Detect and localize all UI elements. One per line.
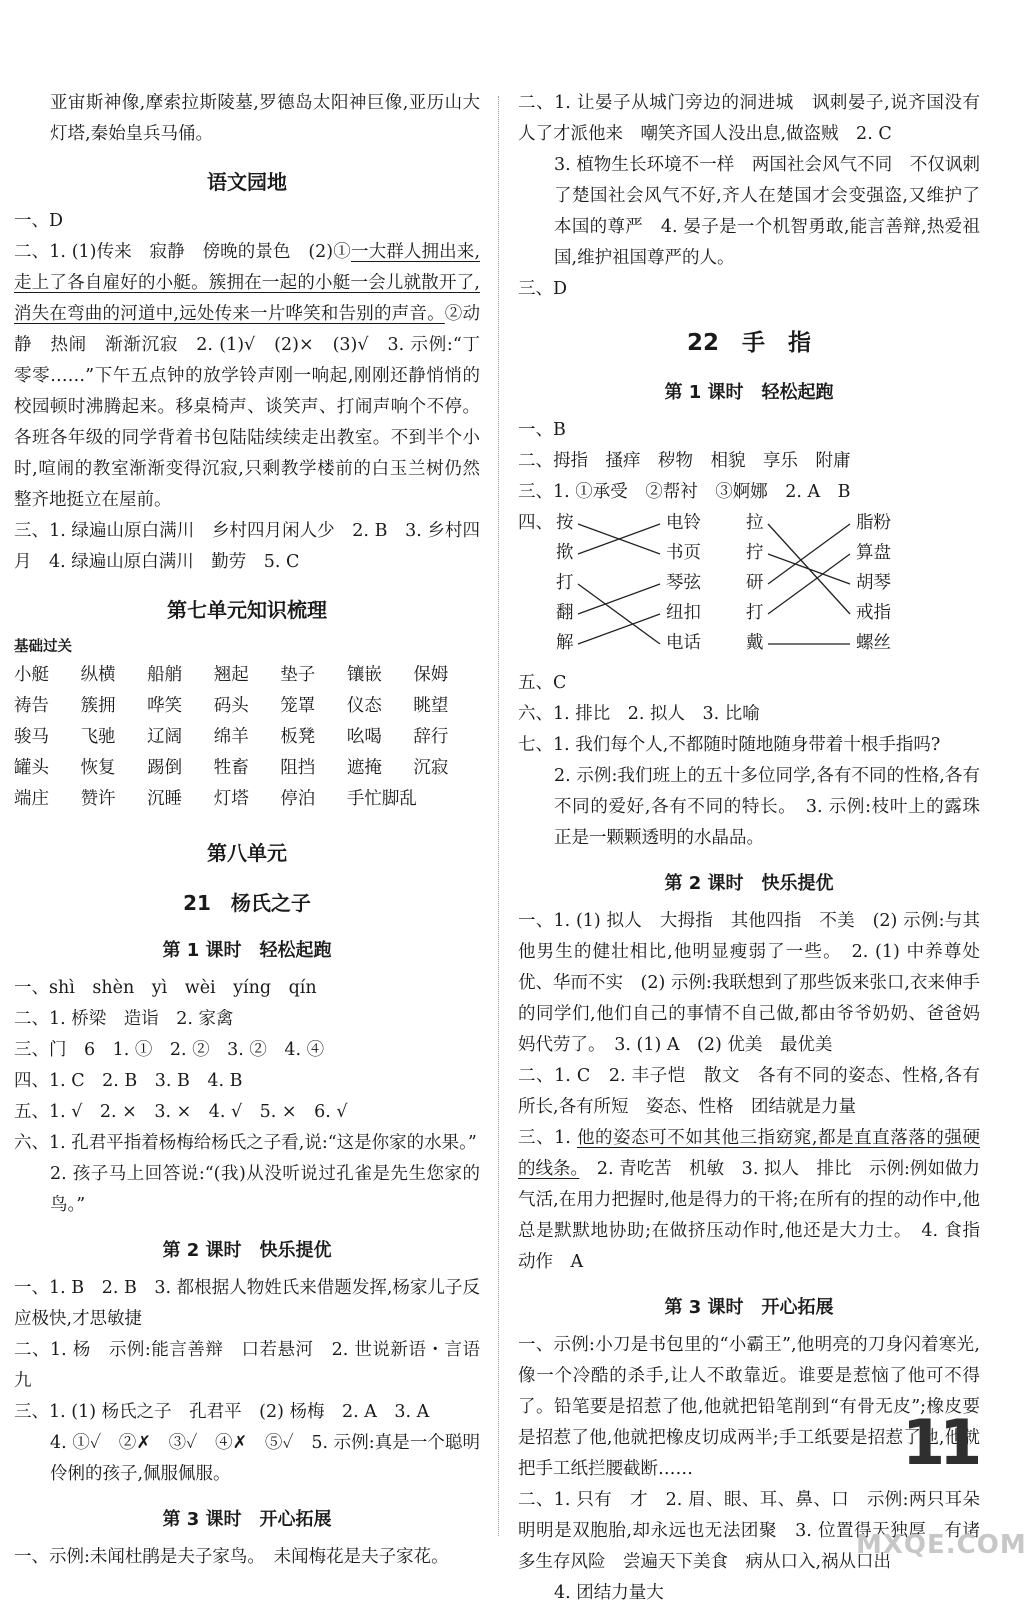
vocab-word: 端庄: [14, 789, 49, 809]
vocab-word: 绵羊: [213, 727, 249, 747]
right-column: [518, 88, 998, 1609]
match-word-right: 纽扣: [666, 603, 701, 623]
vocab-word: 辽阔: [147, 727, 183, 747]
unit-title: 第八单元: [207, 841, 287, 865]
answer-22-k1-7b: 2. 示例:我们班上的五十多位同学,各有不同的性格,各有不同的爱好,各有不同的特长。 3. 示例:枝叶上的露珠正是一颗颗透明的水晶品。: [554, 766, 980, 848]
vocab-word: 阻挡: [280, 758, 316, 778]
vocab-word: 牲畜: [213, 758, 249, 778]
match-word-right: 电铃: [666, 513, 701, 533]
match-word-left: 拧: [746, 543, 764, 563]
answer-21-k1-6: 六、1. 孔君平指着杨梅给杨氏之子看,说:“这是你家的水果。”: [14, 1133, 477, 1153]
match-word-left: 戴: [746, 633, 764, 653]
answer-22-k2-2: 二、1. C 2. 丰子恺 散文 各有不同的姿态、性格,各有所长,各有所短 姿态、性格 团结就是力量: [518, 1066, 980, 1117]
answer-21-k2-3: 三、1. (1) 杨氏之子 孔君平 (2) 杨梅 2. A 3. A: [14, 1402, 430, 1422]
match-word-left: 研: [746, 573, 764, 593]
answer-yuwen-3: 三、1. 绿遍山原白满川 乡村四月闲人少 2. B 3. 乡村四月 4. 绿遍山原白满川 勤劳 5. C: [14, 521, 480, 572]
vocab-word: 哗笑: [147, 696, 183, 716]
k3-title-21: 第 3 课时 开心拓展: [162, 1509, 332, 1530]
answer-22-k2-1: 一、1. (1) 拟人 大拇指 其他四指 不美 (2) 示例:与其他男生的健壮相比,他明显瘦弱了一些。 2. (1) 中养尊处优、华而不实 (2) 示例:我联想到了那些饭来张口,衣来伸手的同学们,他们自己的事情不自己做,都由爷爷奶奶、爸爸妈妈代劳了。 3. (1) A (2) 优美 最优美: [518, 911, 980, 1055]
vocab-word: 板凳: [280, 727, 316, 747]
matching-exercise: [518, 508, 980, 668]
matching-label: 四、: [518, 513, 553, 533]
lesson-title-22: 22 手 指: [686, 330, 811, 356]
vocab-word: 码头: [213, 696, 249, 716]
answer-yuwen-2: [14, 237, 498, 516]
answer-22-k1-2: 二、拇指 搔痒 秽物 相貌 享乐 附庸: [518, 451, 851, 471]
match-line: [768, 524, 850, 584]
vocab-grid: [14, 660, 480, 815]
vocab-word: 赞许: [80, 789, 116, 809]
vocab-word: 手忙脚乱: [346, 789, 417, 809]
answer-21-k1-1: 一、shì shèn yì wèi yíng qín: [14, 978, 317, 998]
vocab-word: 灯塔: [213, 789, 249, 809]
match-word-left: 翻: [556, 603, 574, 623]
k2-title-21: 第 2 课时 快乐提优: [162, 1240, 332, 1261]
match-word-left: 打: [556, 573, 574, 593]
answer-22-k1-6: 六、1. 排比 2. 拟人 3. 比喻: [518, 704, 760, 724]
k1-title-22: 第 1 课时 轻松起跑: [664, 382, 834, 403]
answer-21-k1-5: 五、1. √ 2. × 3. × 4. √ 5. × 6. √: [14, 1102, 348, 1122]
answer-21-k1-2: 二、1. 桥梁 造诣 2. 家禽: [14, 1009, 234, 1029]
section-title-review: 第七单元知识梳理: [167, 598, 327, 622]
answer-yuwen-2-underlined: 一大群人拥出来,走上了各自雇好的小艇。簇拥在一起的小艇一会儿就散开了,消失在弯曲的河道中,远处传来一片哗笑和告别的声音。: [14, 242, 481, 324]
vocab-word: 祷告: [14, 696, 49, 716]
vocab-word: 踢倒: [147, 758, 183, 778]
section-title-yuwen: 语文园地: [207, 170, 287, 194]
answer-22-k1-1: 一、B: [518, 420, 566, 440]
match-word-left: 揿: [556, 543, 574, 563]
match-word-left: 拉: [746, 513, 764, 533]
vocab-word: 飞驰: [80, 727, 116, 747]
answer-22-k2-3-underlined: 他的姿态可不如其他三指窈窕,都是直直落落的强硬的线条。: [518, 1128, 981, 1179]
answer-yuwen-2-post: ②动 静 热闹 渐渐沉寂 2. (1)√ (2)× (3)√ 3. 示例:“丁零零……”下午五点钟的放学铃声刚一响起,刚刚还静悄悄的校园顿时沸腾起来。移桌椅声、谈笑声、打闹声响个不停。各班各年级的同学背着书包陆陆续续走出教室。不到半个小时,喧闹的教室渐渐变得沉寂,只剩教学楼前的白玉兰树仍然整齐地挺立在屋前。: [14, 304, 498, 510]
match-word-right: 电话: [666, 633, 701, 653]
vocab-word: 垫子: [280, 665, 316, 685]
answer-21-k1-6b: 2. 孩子马上回答说:“(我)从没听说过孔雀是先生您家的鸟。”: [50, 1164, 480, 1215]
match-line: [768, 554, 850, 614]
answer-yuwen-1: 一、D: [14, 211, 64, 231]
answer-21-k3-1: 一、示例:未闻杜鹃是夫子家鸟。 未闻梅花是夫子家花。: [14, 1547, 449, 1567]
answer-yuwen-2-pre: 二、1. (1)传来 寂静 傍晚的景色 (2)①: [14, 242, 351, 262]
answer-top-2b: 3. 植物生长环境不一样 两国社会风气不同 不仅讽刺了楚国社会风气不好,齐人在楚国才会变强盗,又维护了本国的尊严 4. 晏子是一个机智勇敢,能言善辩,热爱祖国,维护祖国尊严的人。: [554, 155, 980, 268]
k3-title-22: 第 3 课时 开心拓展: [664, 1297, 834, 1318]
match-line: [768, 554, 850, 584]
vocab-word: 沉睡: [147, 789, 183, 809]
answer-top-3: 三、D: [518, 279, 568, 299]
lesson-title-21: 21 杨氏之子: [183, 891, 311, 915]
intro-text: 亚宙斯神像,摩索拉斯陵墓,罗德岛太阳神巨像,亚历山大灯塔,秦始皇兵马俑。: [50, 93, 480, 144]
answer-21-k1-4: 四、1. C 2. B 3. B 4. B: [14, 1071, 243, 1091]
vocab-word: 罐头: [14, 758, 49, 778]
vocab-word: 辞行: [413, 727, 449, 747]
vocab-word: 保姆: [413, 665, 449, 685]
vocab-word: 船艄: [147, 665, 183, 685]
match-word-right: 戒指: [856, 603, 891, 623]
vocab-word: 遮掩: [346, 758, 382, 778]
answer-22-k2-3: [518, 1123, 998, 1278]
vocab-word: 仪态: [346, 696, 382, 716]
vocab-word: 笼罩: [280, 696, 316, 716]
match-word-right: 胡琴: [856, 573, 891, 593]
match-line: [578, 584, 660, 644]
answer-21-k2-1: 一、1. B 2. B 3. 都根据人物姓氏来借题发挥,杨家儿子反应极快,才思敏捷: [14, 1278, 480, 1329]
vocab-word: 停泊: [280, 789, 316, 809]
vocab-word: 镶嵌: [346, 665, 382, 685]
answer-21-k2-2: 二、1. 杨 示例:能言善辩 口若悬河 2. 世说新语・言语 九: [14, 1340, 498, 1391]
answer-22-k1-5: 五、C: [518, 673, 567, 693]
vocab-word: 骏马: [14, 727, 49, 747]
vocab-word: 眺望: [413, 696, 449, 716]
column-divider: [498, 96, 499, 1536]
vocab-word: 小艇: [14, 665, 49, 685]
vocab-word: 恢复: [80, 758, 116, 778]
match-line: [578, 584, 660, 614]
match-word-right: 脂粉: [856, 513, 891, 533]
answer-22-k3-2b: 4. 团结力量大: [554, 1583, 664, 1603]
match-word-right: 琴弦: [666, 573, 701, 593]
left-column: [14, 88, 498, 1573]
answer-22-k1-3: 三、1. ①承受 ②帮衬 ③婀娜 2. A B: [518, 482, 851, 502]
match-word-right: 书页: [666, 543, 701, 563]
match-word-right: 算盘: [856, 543, 891, 563]
answer-22-k3-2: 二、1. 只有 才 2. 眉、眼、耳、鼻、口 示例:两只耳朵明明是双胞胎,却永远也无法团聚 3. 位置得天独厚 有诸多生存风险 尝遍天下美食 病从口入,祸从口出: [518, 1490, 980, 1572]
answer-22-k2-3-post: 2. 青吃苦 机敏 3. 拟人 排比 示例:例如做力气活,在用力把握时,他是得力的干将;在所有的捏的动作中,他总是默默地协助;在做挤压动作时,他还是大力士。 4. 食指 动作 A: [518, 1159, 998, 1272]
answer-top-2: 二、1. 让晏子从城门旁边的洞进城 讽刺晏子,说齐国没有人了才派他来 嘲笑齐国人没出息,做盗贼 2. C: [518, 93, 980, 144]
answer-22-k2-3-pre: 三、1.: [518, 1128, 577, 1148]
review-subtitle: 基础过关: [14, 639, 72, 655]
vocab-word: 翘起: [213, 665, 249, 685]
page-number: 11: [902, 1406, 977, 1479]
watermark-logo: MXQE.COM: [856, 1530, 1027, 1560]
match-line: [578, 614, 660, 644]
answer-21-k2-3b: 4. ①✓ ②✗ ③✓ ④✗ ⑤✓ 5. 示例:真是一个聪明伶俐的孩子,佩服佩服。: [50, 1433, 480, 1484]
vocab-word: 吆喝: [346, 727, 382, 747]
answer-22-k3-1: 一、示例:小刀是书包里的“小霸王”,他明亮的刀身闪着寒光,像一个冷酷的杀手,让人不敢靠近。谁要是惹恼了他可不得了。铅笔要是招惹了他,他就把铅笔削到“有骨无皮”;橡皮要是招惹了他,他就把橡皮切成两半;手工纸要是招惹了他,他就把手工纸拦腰截断……: [518, 1335, 980, 1479]
vocab-word: 纵横: [80, 665, 116, 685]
k1-title-21: 第 1 课时 轻松起跑: [162, 940, 332, 961]
match-word-right: 螺丝: [856, 633, 891, 653]
vocab-word: 簇拥: [80, 696, 116, 716]
k2-title-22: 第 2 课时 快乐提优: [664, 873, 834, 894]
match-word-left: 按: [556, 513, 574, 533]
vocab-word: 沉寂: [413, 758, 449, 778]
match-word-left: 解: [556, 633, 574, 653]
answer-21-k1-3: 三、门 6 1. ① 2. ② 3. ② 4. ④: [14, 1040, 325, 1060]
match-word-left: 打: [746, 603, 764, 623]
answer-22-k1-7: 七、1. 我们每个人,不都随时随地随身带着十根手指吗?: [518, 735, 941, 755]
